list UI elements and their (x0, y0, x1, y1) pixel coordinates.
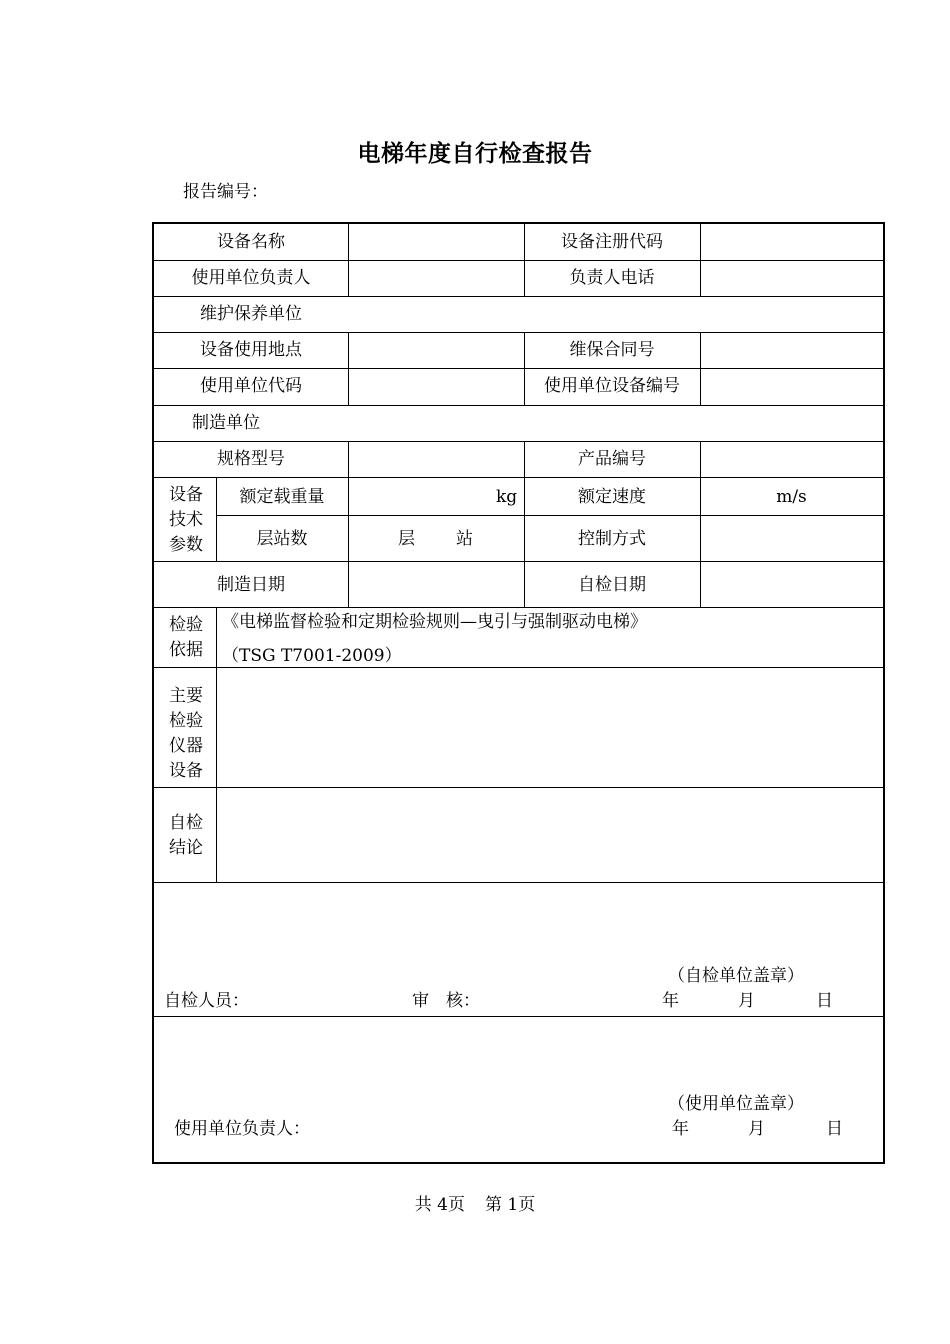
instruments-label: 主要 检验 仪器 设备 (169, 686, 203, 781)
sign2-month: 月 (748, 1119, 765, 1139)
product-no-label: 产品编号 (578, 449, 646, 469)
device-reg-code-label: 设备注册代码 (561, 232, 663, 252)
model-label: 规格型号 (217, 449, 285, 469)
report-number-label: 报告编号： (183, 182, 268, 202)
rated-load-unit: kg (496, 487, 518, 507)
column-divider (348, 441, 349, 607)
inspector-label: 自检人员： (164, 991, 249, 1011)
head-phone-label: 负责人电话 (569, 268, 655, 288)
row-divider (154, 787, 883, 788)
page-footer (0, 1190, 950, 1215)
row-divider (154, 332, 883, 333)
sign2-year: 年 (672, 1119, 689, 1139)
floor-unit: 层 (398, 529, 415, 549)
user-unit-head-sign-label: 使用单位负责人： (174, 1119, 310, 1139)
sign1-year: 年 (662, 991, 679, 1011)
manufacture-date-label: 制造日期 (217, 575, 285, 595)
current-page: 第 1页 (485, 1195, 536, 1215)
row-divider (154, 368, 883, 369)
basis-standard-code: （TSG T7001-2009） (222, 646, 402, 666)
sign2-day: 日 (826, 1119, 843, 1139)
row-divider (154, 441, 883, 442)
tech-params-label: 设备 技术 参数 (169, 485, 203, 555)
column-divider (700, 332, 701, 405)
inspection-form (152, 222, 885, 1164)
row-divider (154, 607, 883, 608)
sign1-month: 月 (738, 991, 755, 1011)
user-unit-code-label: 使用单位代码 (200, 376, 302, 396)
row-divider (154, 477, 883, 478)
manufacturer-label: 制造单位 (192, 413, 260, 433)
row-divider (216, 515, 883, 516)
rated-load-label: 额定载重量 (239, 487, 325, 507)
floors-label: 层站数 (256, 529, 308, 549)
column-divider (348, 332, 349, 405)
row-divider (154, 260, 883, 261)
user-unit-head-label: 使用单位负责人 (191, 268, 311, 288)
page-title: 电梯年度自行检查报告 (357, 141, 593, 167)
station-unit: 站 (456, 529, 473, 549)
device-location-label: 设备使用地点 (200, 340, 302, 360)
user-device-no-label: 使用单位设备编号 (544, 376, 680, 396)
device-name-label: 设备名称 (217, 232, 285, 252)
maintenance-unit-label: 维护保养单位 (200, 304, 302, 324)
control-mode-label: 控制方式 (578, 529, 646, 549)
basis-label: 检验 依据 (169, 615, 203, 660)
column-divider (216, 607, 217, 882)
sign1-day: 日 (816, 991, 833, 1011)
row-divider (154, 561, 883, 562)
self-check-unit-seal: （自检单位盖章） (668, 966, 804, 986)
column-divider (700, 224, 701, 296)
row-divider (154, 882, 883, 883)
conclusion-label: 自检 结论 (169, 813, 203, 858)
row-divider (154, 296, 883, 297)
rated-speed-unit: m/s (776, 487, 807, 507)
rated-speed-label: 额定速度 (578, 487, 646, 507)
user-unit-seal: （使用单位盖章） (668, 1094, 804, 1114)
column-divider (348, 224, 349, 296)
column-divider (700, 441, 701, 607)
maintenance-contract-label: 维保合同号 (569, 340, 655, 360)
total-pages: 共 4页 (414, 1195, 465, 1215)
basis-regulation: 《电梯监督检验和定期检验规则—曳引与强制驱动电梯》 (222, 612, 647, 632)
reviewer-label: 审 核： (412, 991, 480, 1011)
row-divider (154, 405, 883, 406)
row-divider (154, 1016, 883, 1017)
self-check-date-label: 自检日期 (578, 575, 646, 595)
